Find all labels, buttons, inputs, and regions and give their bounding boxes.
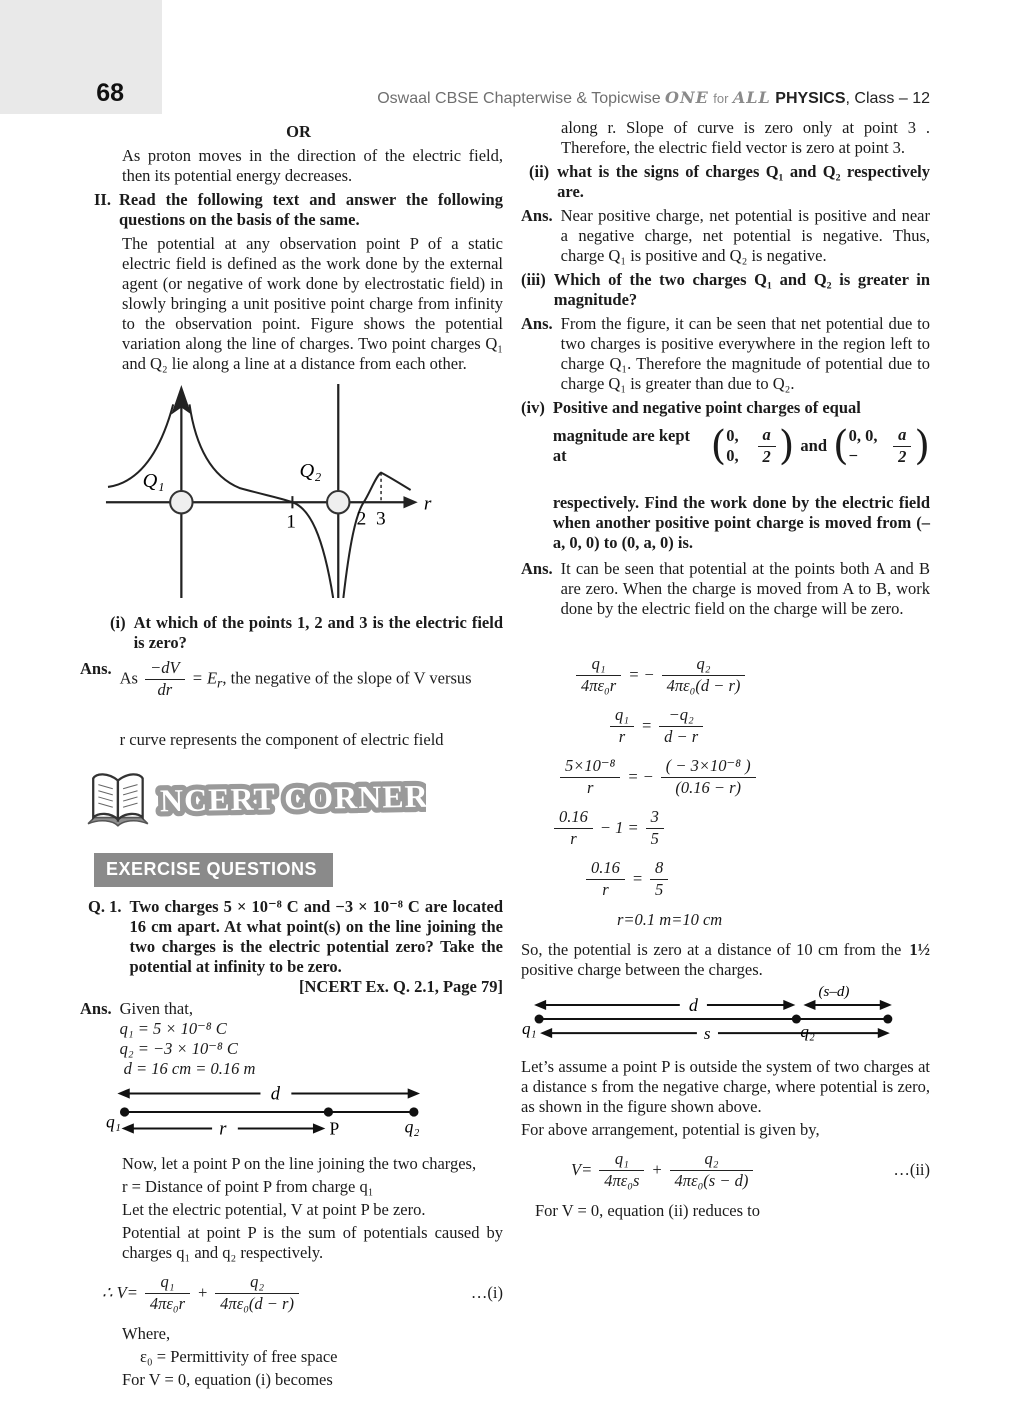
answer-iv-label: Ans. bbox=[521, 558, 553, 578]
brand-for: for bbox=[713, 91, 729, 106]
paragraph-proton: As proton moves in the direction of the electric field, then its potential energy decreases. bbox=[122, 146, 503, 185]
answer-i-label: Ans. bbox=[80, 659, 112, 678]
marks-badge: 1½ bbox=[909, 939, 930, 959]
brand-one: ONE bbox=[665, 88, 709, 107]
question-i bbox=[94, 613, 503, 653]
para-now: Now, let a point P on the line joining the two charges, bbox=[122, 1153, 477, 1173]
para-for-v2: For V = 0, equation (ii) reduces to bbox=[535, 1200, 760, 1220]
question-1-text: Two charges 5 × 10⁻⁸ C and −3 × 10⁻⁸ C are located 16 cm apart. At what point(s) on the line joining the two charges is the electric potential zero? Take the potential at infinity to be zero. bbox=[129, 896, 503, 976]
coord1-frac: $\frac{a}{2}$ bbox=[758, 426, 776, 467]
eq-ii-tag: …(ii) bbox=[893, 1160, 930, 1180]
exercise-questions-box: EXERCISE QUESTIONS bbox=[94, 853, 333, 887]
header-subject: PHYSICS bbox=[775, 90, 846, 107]
para-for-v: For V = 0, equation (i) becomes bbox=[122, 1369, 333, 1389]
equation-cascade bbox=[521, 655, 930, 930]
answer-1 bbox=[80, 998, 503, 1079]
so-text: So, the potential is zero at a distance of 10 cm from the positive charge between the charges. bbox=[521, 939, 902, 979]
para-lets-assume: Let’s assume a point P is outside the system of two charges at a distance s from the negative charge, where potential is zero, as shown in the figure shown above. bbox=[521, 1056, 930, 1116]
diagram1-q1-label: q₁ bbox=[106, 1111, 121, 1132]
given-that: Given that, bbox=[119, 998, 193, 1018]
coord2-frac: $\frac{a}{2}$ bbox=[893, 426, 911, 467]
answer-i-text bbox=[120, 659, 503, 750]
open-book-icon bbox=[88, 774, 148, 825]
graph-q1-label: Q₁ bbox=[142, 469, 165, 492]
question-iii-text: Which of the two charges Q₁ and Q₂ is greater in magnitude? bbox=[553, 270, 930, 309]
diagram2-lines bbox=[536, 1005, 891, 1033]
equation-e4: $\frac{0.16}{r}$ − 1 = $\frac{3}{5}$ bbox=[551, 808, 930, 849]
answer-iv-text: It can be seen that potential at the points both A and B are zero. When the charge is moved from A to B, work done by the electric field on the charge will be zero. bbox=[560, 558, 930, 618]
diagram2-svg bbox=[521, 984, 923, 1048]
answer-i-tail: r curve represents the component of electric field bbox=[119, 729, 444, 749]
diagram1-r-label: r bbox=[219, 1118, 227, 1140]
diagram1-svg bbox=[104, 1081, 454, 1143]
equation-e6: r=0.1 m=10 cm bbox=[617, 909, 723, 929]
answer-iii bbox=[521, 314, 930, 394]
para-where: Where, bbox=[122, 1323, 171, 1343]
header-class: , Class – 12 bbox=[845, 90, 930, 107]
question-ii-label: II. bbox=[94, 190, 111, 209]
equation-e5: $\frac{0.16}{r}$ = $\frac{8}{5}$ bbox=[583, 859, 930, 900]
equation-ii bbox=[567, 1150, 930, 1191]
question-ii-sub bbox=[521, 162, 930, 202]
para-epsilon: ε₀ = Permittivity of free space bbox=[140, 1346, 338, 1366]
diagram1-d-label: d bbox=[270, 1083, 281, 1105]
equation-e3: $\frac{\text{5×10⁻⁸}}{r}$ = − $\frac{\text{( − 3×10⁻⁸ )}}{(0.16 - r)}$ bbox=[557, 757, 930, 798]
graph-tick-3: 3 bbox=[375, 508, 386, 530]
diagram2-d-label: d bbox=[688, 994, 698, 1015]
charge-q1-circle bbox=[170, 491, 192, 513]
potential-graph-svg bbox=[100, 382, 440, 598]
header-prefix: Oswaal CBSE Chapterwise & Topicwise bbox=[377, 90, 661, 107]
equation-i bbox=[98, 1273, 503, 1314]
or-separator: OR bbox=[286, 122, 311, 141]
x-axis-arrowhead bbox=[403, 496, 417, 508]
page-number: 68 bbox=[96, 79, 124, 107]
answer-ii-text: Near positive charge, net potential is positive and near a negative charge, net potential is negative. Thus, charge Q₁ is positive and Q₂ is negative. bbox=[560, 206, 930, 265]
eq-i-lhs: ∴ V= bbox=[102, 1283, 138, 1303]
coord1-pre: 0, 0, bbox=[726, 426, 739, 466]
eq-i-tag: …(i) bbox=[470, 1283, 503, 1303]
ncert-banner-svg bbox=[86, 766, 426, 832]
eq-i-frac2: $\frac{\text{q₂}}{\text{4πε₀(d − r)}}$ bbox=[215, 1273, 299, 1314]
diagram1-lines bbox=[120, 1093, 416, 1128]
coord2-pre: 0, 0, − bbox=[848, 426, 878, 466]
two-column-layout bbox=[80, 118, 930, 1390]
question-ii bbox=[94, 190, 503, 230]
question-1 bbox=[88, 896, 503, 977]
potential-graph-figure bbox=[100, 382, 503, 603]
charge-line-diagram-2 bbox=[521, 984, 930, 1053]
eq-ii-lhs: V= bbox=[571, 1160, 593, 1180]
question-1-label: Q. 1. bbox=[88, 896, 122, 916]
brand-all: ALL bbox=[732, 88, 771, 107]
answer-ii bbox=[521, 206, 930, 266]
diagram2-sd-label: (s–d) bbox=[818, 983, 850, 1000]
eq-i-plus: + bbox=[197, 1283, 209, 1303]
question-iv-line1: Positive and negative point charges of equal bbox=[552, 398, 861, 417]
question-ii-sub-label: (ii) bbox=[529, 162, 550, 181]
eq-ii-plus: + bbox=[651, 1160, 663, 1180]
graph-r-label: r bbox=[423, 493, 432, 515]
equation-e2: $\frac{\text{q₁}}{r}$ = $\frac{\text{−q₂}}{d - r}$ bbox=[607, 706, 930, 747]
given-d: d = 16 cm = 0.16 m bbox=[123, 1058, 256, 1078]
answer-1-given bbox=[120, 999, 503, 1079]
charge-q2-circle bbox=[327, 491, 349, 513]
eq-ii-frac2: $\frac{\text{q₂}}{\text{4πε₀(s − d)}}$ bbox=[670, 1150, 754, 1191]
page-number-box bbox=[0, 0, 162, 114]
answer-i-rhs: = E bbox=[191, 668, 218, 688]
ncert-banner-text: NCERT CORNER bbox=[159, 778, 426, 819]
question-i-label: (i) bbox=[110, 613, 126, 632]
eq-ii-frac1: $\frac{\text{q₁}}{\text{4πε₀s}}$ bbox=[599, 1150, 644, 1191]
answer-1-label: Ans. bbox=[80, 998, 112, 1018]
para-potential-sum: Potential at point P is the sum of potentials caused by charges q₁ and q₂ respectively. bbox=[122, 1222, 503, 1262]
ncert-corner-banner bbox=[86, 766, 503, 837]
diagram1-p-label: P bbox=[329, 1118, 340, 1139]
given-q1: q₁ = 5 × 10⁻⁸ C bbox=[119, 1018, 227, 1038]
charge-line-diagram-1 bbox=[104, 1081, 503, 1148]
right-column bbox=[521, 118, 930, 1390]
diagram1-q2-label: q₂ bbox=[404, 1116, 420, 1137]
question-iv-label: (iv) bbox=[521, 398, 545, 417]
question-ii-sub-text: what is the signs of charges Q₁ and Q₂ respectively are. bbox=[557, 162, 930, 201]
diagram2-q2-label: q₂ bbox=[800, 1021, 815, 1041]
answer-i bbox=[80, 658, 503, 750]
question-1-source: [NCERT Ex. Q. 2.1, Page 79] bbox=[299, 976, 503, 996]
given-q2: q₂ = −3 × 10⁻⁸ C bbox=[119, 1038, 238, 1058]
question-iv-text bbox=[553, 398, 930, 553]
graph-q2-label: Q₂ bbox=[299, 459, 322, 482]
answer-iii-label: Ans. bbox=[521, 314, 553, 333]
question-iii-label: (iii) bbox=[521, 270, 546, 289]
para-slope: along r. Slope of curve is zero only at point 3 . Therefore, the electric field vector is zero at point 3. bbox=[561, 118, 930, 157]
para-let-v: Let the electric potential, V at point P be zero. bbox=[122, 1199, 426, 1219]
question-iii bbox=[521, 270, 930, 310]
conclusion-line bbox=[521, 940, 930, 980]
answer-i-rhs-sub: r bbox=[217, 675, 223, 691]
answer-i-lead: As bbox=[119, 668, 138, 688]
left-column bbox=[80, 118, 503, 1390]
question-ii-heading: Read the following text and answer the following questions on the basis of the same. bbox=[118, 190, 503, 229]
para-for-above: For above arrangement, potential is given by, bbox=[521, 1119, 820, 1139]
eq-i-frac1: $\frac{\text{q₁}}{\text{4πε₀r}}$ bbox=[145, 1273, 190, 1314]
diagram2-s-label: s bbox=[703, 1023, 711, 1043]
question-iv bbox=[521, 398, 930, 553]
question-iv-coords: magnitude are kept at ( 0, 0, $\frac{a}{2}$ ) and ( 0, 0, − $\frac{a}{2}$ ) bbox=[552, 423, 930, 470]
kept-at-text: magnitude are kept at bbox=[552, 426, 691, 466]
answer-ii-label: Ans. bbox=[521, 206, 553, 225]
answer-i-rhs-post: , the negative of the slope of V versus bbox=[222, 668, 472, 688]
fraction-dvdr: $\frac{-dV}{dr}$ bbox=[145, 659, 184, 700]
question-iv-rest: respectively. Find the work done by the electric field when another positive point charge is moved from (–a, 0, 0) to (0, a, 0) is. bbox=[552, 492, 930, 552]
exercise-questions-section bbox=[94, 839, 503, 897]
question-ii-body: The potential at any observation point P of a static electric field is defined as the work done by the external agent (or negative of work done by electrostatic field) in slowly bringing a unit positive point charge from infinity to the observation point. Figure shows the potential variation along the line of charges. Two point charges Q₁ and Q₂ lie along a line at a distance from each other. bbox=[122, 234, 503, 373]
and-text: and bbox=[800, 436, 827, 456]
graph-tick-1: 1 bbox=[286, 511, 296, 533]
curve-right-of-q2 bbox=[343, 473, 410, 598]
page-header bbox=[377, 88, 930, 108]
answer-iii-text: From the figure, it can be seen that net potential due to two charges is positive everywhere in the region left to charge Q₁. Therefore the magnitude of potential due to charge Q₁ is greater than due to Q₂. bbox=[560, 314, 930, 393]
para-r-def: r = Distance of point P from charge q₁ bbox=[122, 1176, 374, 1196]
equation-e1: $\frac{\text{q₁}}{\text{4πε₀r}}$ = − $\frac{\text{q₂}}{\text{4πε₀(d − r)}}$ bbox=[573, 655, 930, 696]
graph-tick-2: 2 bbox=[356, 508, 367, 530]
question-i-text: At which of the points 1, 2 and 3 is the electric field is zero? bbox=[133, 613, 503, 652]
diagram2-q1-label: q₁ bbox=[522, 1018, 537, 1038]
answer-iv bbox=[521, 559, 930, 619]
